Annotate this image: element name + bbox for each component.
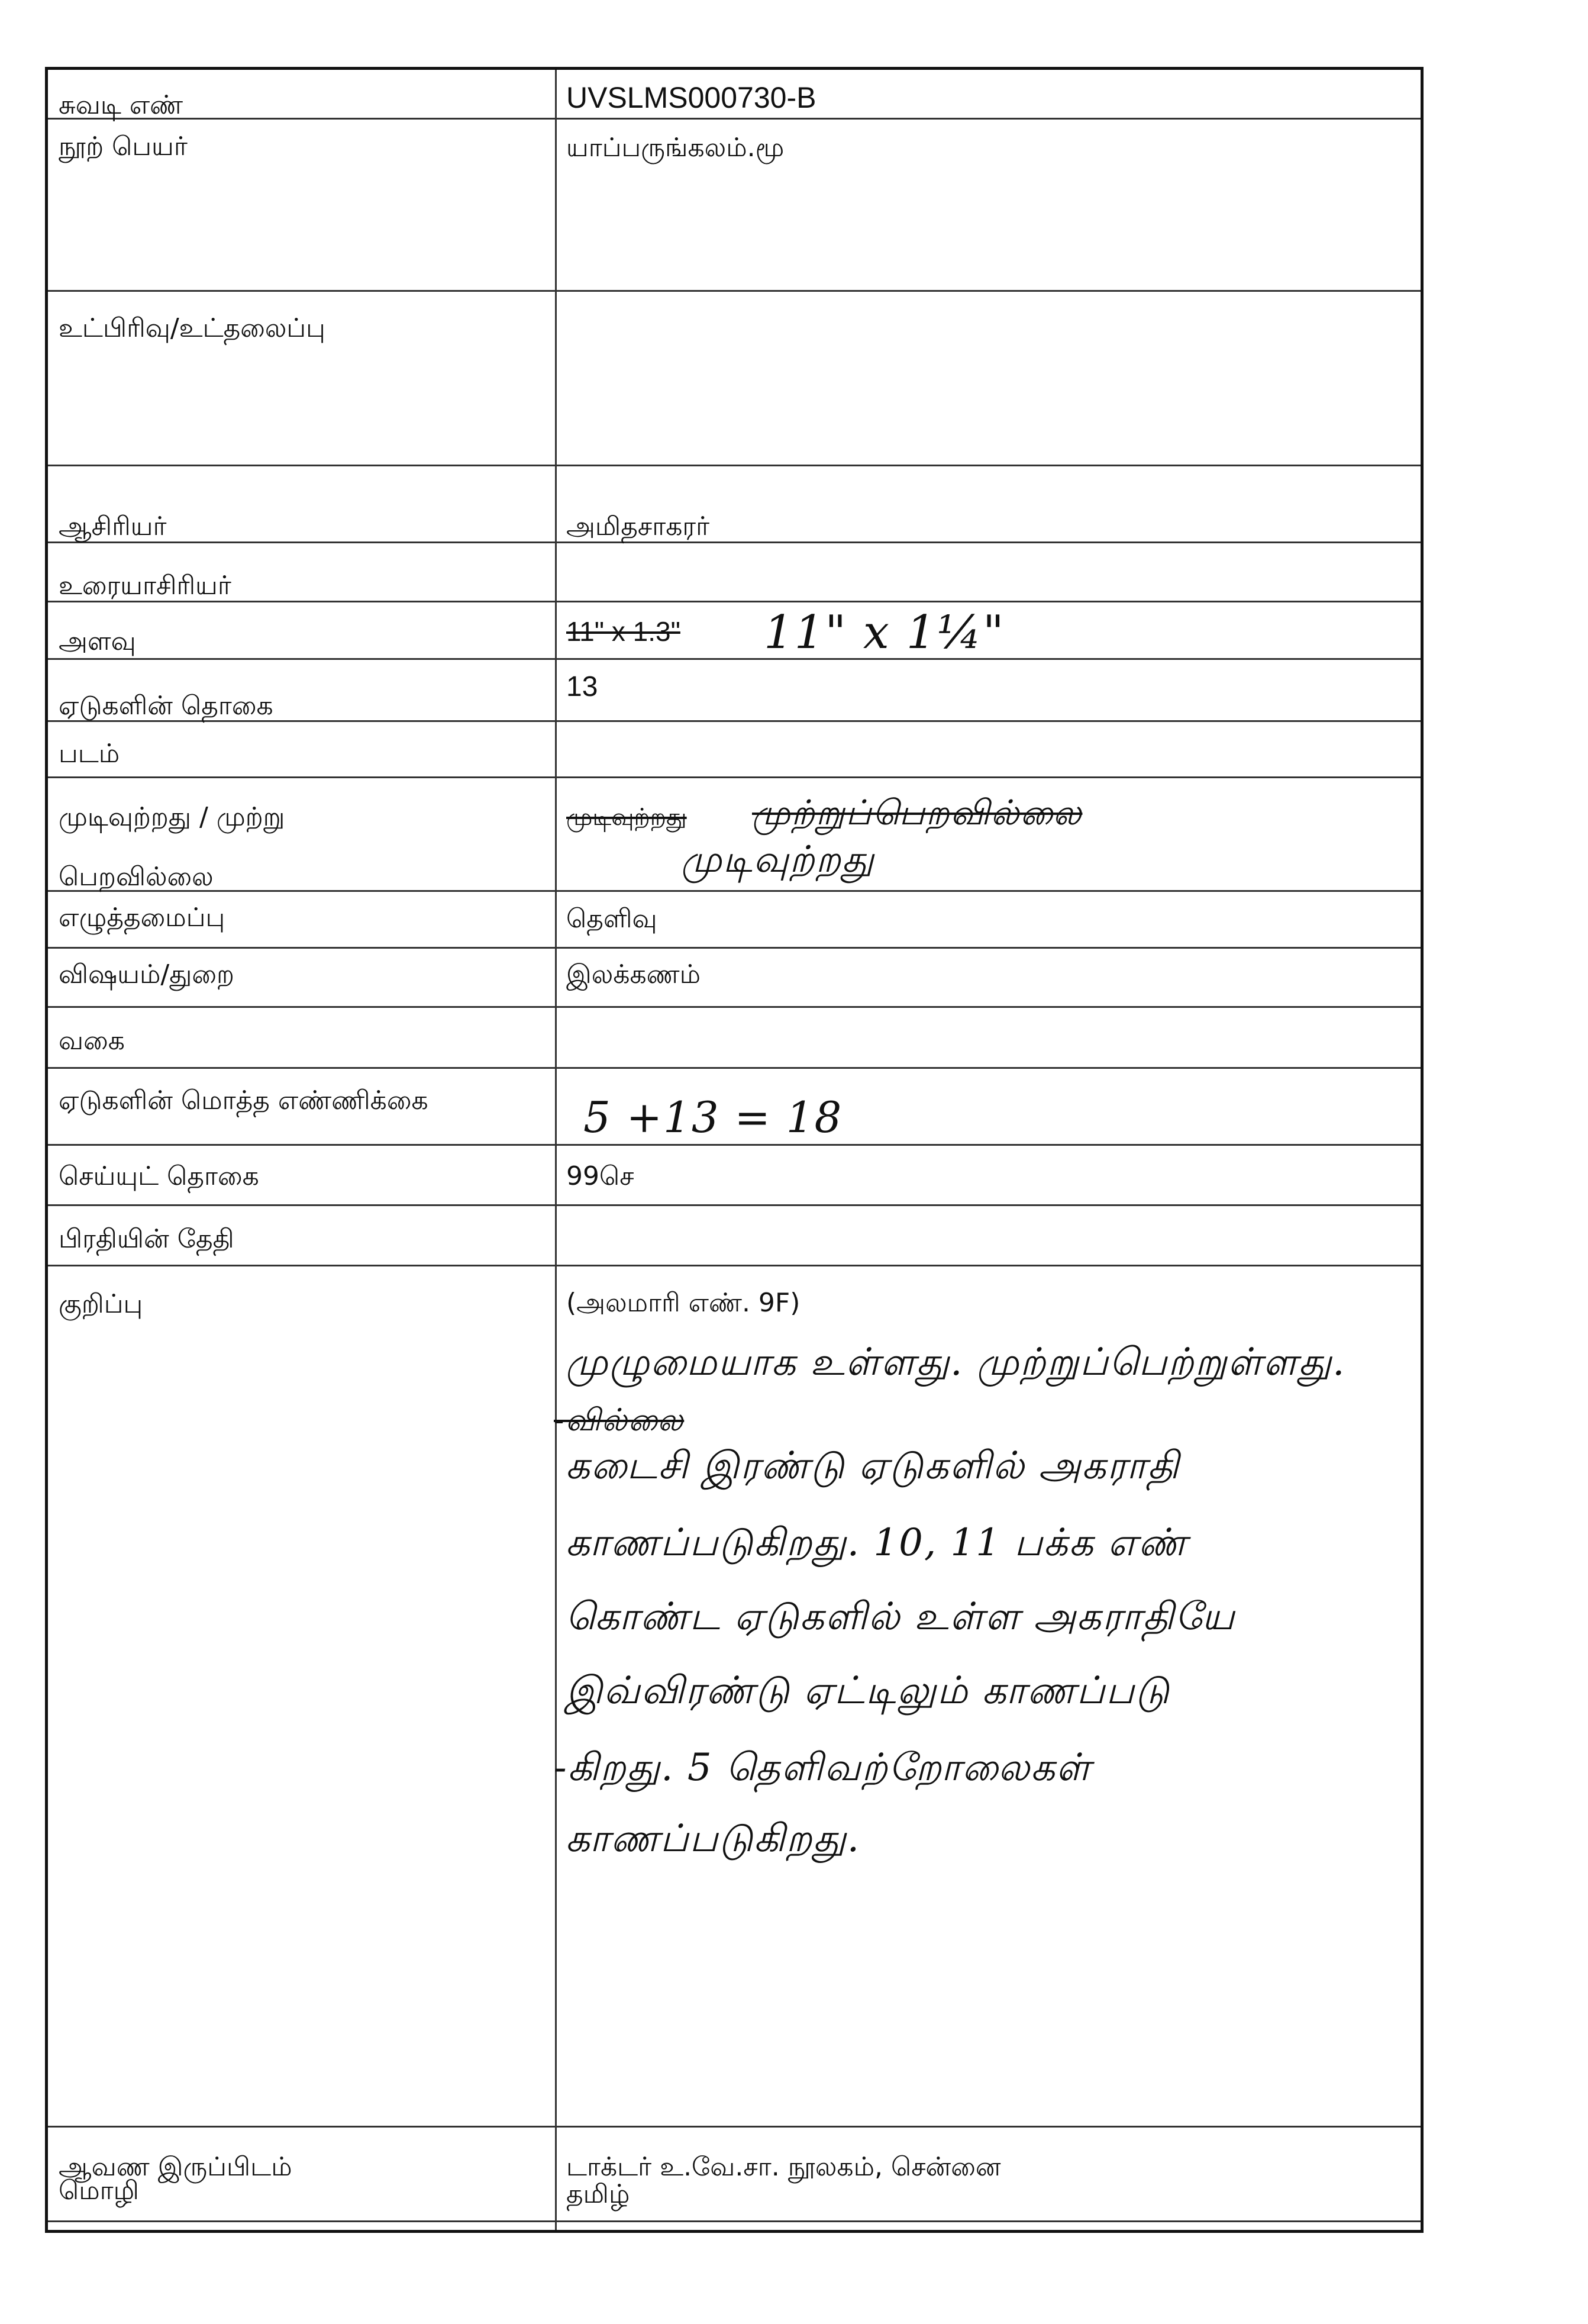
label-completeness-line2: பெறவில்லை bbox=[59, 862, 214, 892]
row-size bbox=[48, 602, 1421, 660]
handwritten-note-line-4: காணப்படுகிறது. 10, 11 பக்க எண் bbox=[566, 1521, 1188, 1565]
label-illustration: படம் bbox=[59, 739, 120, 769]
label-script: எழுத்தமைப்பு bbox=[59, 902, 225, 933]
handwritten-size: 11" x 1¼" bbox=[764, 606, 1005, 659]
label-subsection: உட்பிரிவு/உட்தலைப்பு bbox=[59, 313, 325, 343]
value-size-struck: 11" x 1.3" bbox=[566, 616, 680, 647]
row-notes bbox=[48, 1266, 1421, 2128]
label-author: ஆசிரியர் bbox=[59, 511, 167, 541]
row-copy-date bbox=[48, 1206, 1421, 1266]
handwritten-note-line-5: கொண்ட ஏடுகளில் உள்ள அகராதியே bbox=[566, 1595, 1236, 1639]
row-commentator bbox=[48, 543, 1421, 602]
row-subject bbox=[48, 949, 1421, 1008]
row-manuscript-id bbox=[48, 70, 1421, 120]
handwritten-total-leaves: 5 +13 = 18 bbox=[583, 1092, 843, 1142]
label-title: நூற் பெயர் bbox=[59, 131, 188, 162]
label-commentator: உரையாசிரியர் bbox=[59, 570, 231, 601]
value-completeness-struck: முடிவுற்றது bbox=[566, 804, 687, 831]
handwritten-note-line-6: இவ்விரண்டு ஏட்டிலும் காணப்படு bbox=[566, 1669, 1170, 1713]
label-completeness-line1: முடிவுற்றது / முற்று bbox=[59, 802, 285, 832]
value-repository: டாக்டர் உ.வே.சா. நூலகம், சென்னை bbox=[566, 2152, 1001, 2182]
handwritten-note-line-8: காணப்படுகிறது. bbox=[566, 1817, 861, 1861]
handwritten-note-line-1: முழுமையாக உள்ளது. முற்றுப்பெற்றுள்ளது. bbox=[566, 1340, 1346, 1384]
label-language: மொழி bbox=[59, 2175, 139, 2206]
label-verse-count: செய்யுட் தொகை bbox=[59, 1161, 259, 1191]
label-copy-date: பிரதியின் தேதி bbox=[59, 1224, 234, 1254]
label-repository: ஆவண இருப்பிடம் bbox=[59, 2152, 292, 2182]
label-category: வகை bbox=[59, 1026, 125, 1056]
value-language: தமிழ் bbox=[566, 2179, 630, 2209]
language-band bbox=[45, 2154, 1424, 2233]
handwritten-note-line-7: -கிறது. 5 தெளிவற்றோலைகள் bbox=[554, 1746, 1092, 1790]
label-subject: விஷயம்/துறை bbox=[59, 959, 234, 989]
label-manuscript-id: சுவடி எண் bbox=[59, 90, 183, 120]
label-leaf-count: ஏடுகளின் தொகை bbox=[59, 691, 273, 721]
row-illustration bbox=[48, 722, 1421, 778]
row-title bbox=[48, 120, 1421, 292]
value-script: தெளிவு bbox=[566, 904, 657, 934]
label-notes: குறிப்பு bbox=[59, 1289, 143, 1319]
handwritten-incomplete-struck: முற்றுப்பெறவில்லை bbox=[752, 792, 1083, 833]
row-author bbox=[48, 466, 1421, 543]
row-completeness bbox=[48, 778, 1421, 892]
value-verse-count: 99செ bbox=[566, 1161, 634, 1191]
row-total-leaves bbox=[48, 1069, 1421, 1146]
language-divider bbox=[555, 2154, 557, 2230]
label-size: அளவு bbox=[59, 626, 136, 656]
value-leaf-count: 13 bbox=[566, 671, 598, 702]
handwritten-note-line-2: -வில்லை bbox=[554, 1403, 685, 1438]
label-total-leaves: ஏடுகளின் மொத்த எண்ணிக்கை bbox=[59, 1085, 428, 1116]
value-title: யாப்பருங்கலம்.மூ bbox=[566, 133, 785, 163]
row-script bbox=[48, 892, 1421, 949]
value-notes-shelf: (அலமாரி எண். 9F) bbox=[566, 1288, 801, 1318]
row-category bbox=[48, 1008, 1421, 1069]
catalog-record-sheet bbox=[45, 67, 1424, 2233]
value-subject: இலக்கணம் bbox=[566, 959, 701, 989]
row-leaf-count bbox=[48, 660, 1421, 722]
value-manuscript-id: UVSLMS000730-B bbox=[566, 81, 816, 114]
value-author: அமிதசாகரர் bbox=[566, 511, 710, 541]
row-verse-count bbox=[48, 1146, 1421, 1206]
handwritten-note-line-3: கடைசி இரண்டு ஏடுகளில் அகராதி bbox=[566, 1444, 1180, 1488]
row-subsection bbox=[48, 292, 1421, 466]
handwritten-complete: முடிவுற்றது bbox=[681, 837, 875, 881]
